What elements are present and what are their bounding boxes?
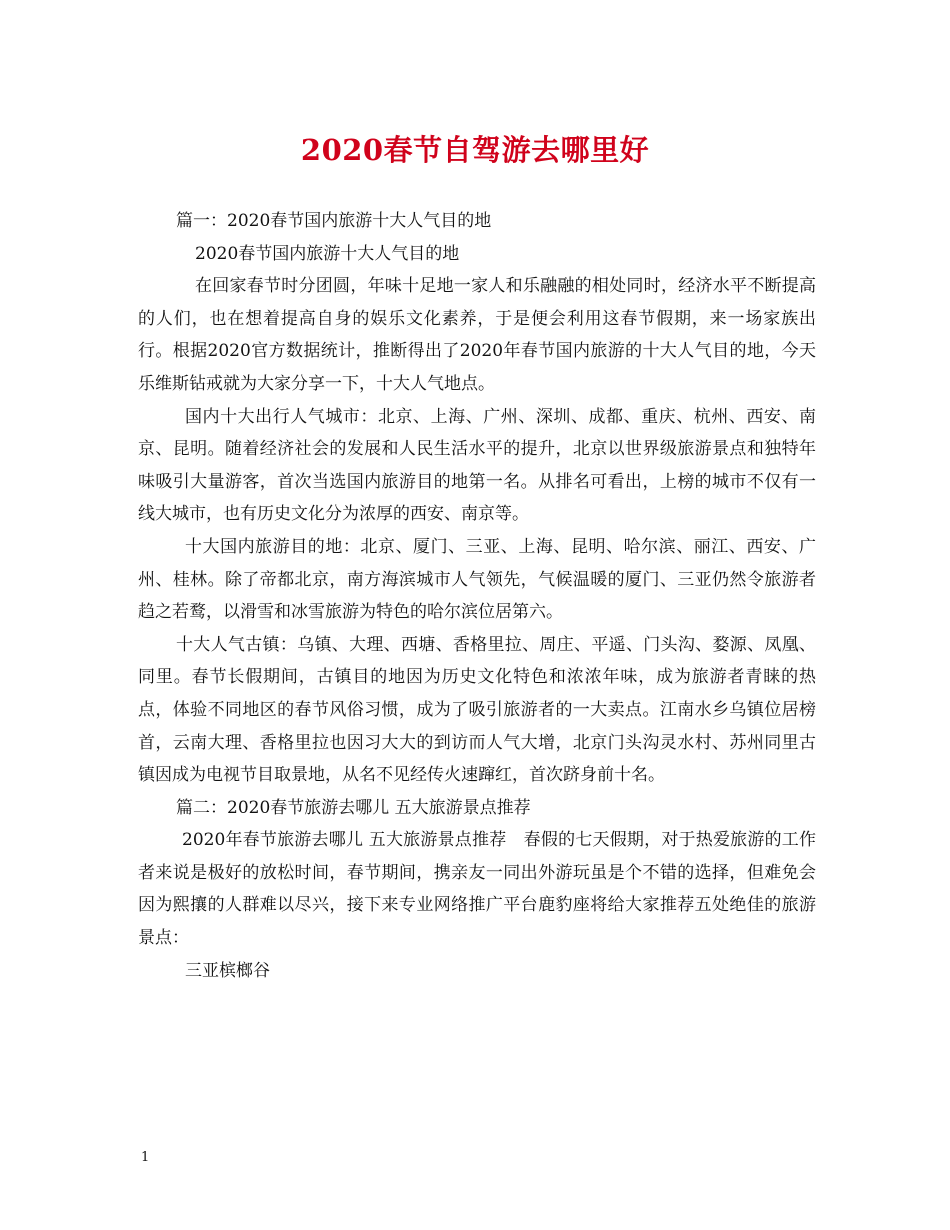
paragraph-ancient-towns: 十大人气古镇：乌镇、大理、西塘、香格里拉、周庄、平遥、门头沟、婺源、凤凰、同里。春节长假期间，古镇目的地因为历史文化特色和浓浓年味，成为旅游者青睐的热点，体验不同地区的春节风俗习惯，成为了吸引旅游者的一大卖点。江南水乡乌镇位居榜首，云南大理、香格里拉也因习大大的到访而人气大增，北京门头沟灵水村、苏州同里古镇因成为电视节目取景地，从名不见经传火速蹿红，首次跻身前十名。	[138, 634, 816, 786]
paragraph-destinations: 十大国内旅游目的地：北京、厦门、三亚、上海、昆明、哈尔滨、丽江、西安、广州、桂林。除了帝都北京，南方海滨城市人气领先，气候温暖的厦门、三亚仍然令旅游者趋之若鹜，以滑雪和冰雪旅游为特色的哈尔滨位居第六。	[138, 536, 816, 623]
section-heading-1: 篇一：2020春节国内旅游十大人气目的地	[176, 211, 492, 231]
subheading-1: 2020春节国内旅游十大人气目的地	[195, 243, 460, 264]
page-number: 1	[141, 1150, 150, 1165]
document-title: 2020春节自驾游去哪里好	[300, 133, 650, 167]
paragraph-recommendations: 2020年春节旅游去哪儿 五大旅游景点推荐 春假的七天假期，对于热爱旅游的工作者来说是极好的放松时间，春节期间，携亲友一同出外游玩虽是个不错的选择，但难免会因为熙攘的人群难以尽兴，接下来专业网络推广平台鹿豹座将给大家推荐五处绝佳的旅游景点：	[138, 830, 816, 949]
attraction-heading: 三亚槟榔谷	[185, 960, 270, 981]
paragraph-cities: 国内十大出行人气城市：北京、上海、广州、深圳、成都、重庆、杭州、西安、南京、昆明。随着经济社会的发展和人民生活水平的提升，北京以世界级旅游景点和独特年味吸引大量游客，首次当选国内旅游目的地第一名。从排名可看出，上榜的城市不仅有一线大城市，也有历史文化分为浓厚的西安、南京等。	[138, 406, 816, 525]
document-body	[138, 205, 816, 987]
section-heading-2: 篇二：2020春节旅游去哪儿 五大旅游景点推荐	[176, 797, 531, 818]
paragraph-intro: 在回家春节时分团圆，年味十足地一家人和乐融融的相处同时，经济水平不断提高的人们，也在想着提高自身的娱乐文化素养，于是便会利用这春节假期，来一场家族出行。根据2020官方数据统计，推断得出了2020年春节国内旅游的十大人气目的地，今天乐维斯钻戒就为大家分享一下，十大人气地点。	[138, 276, 816, 394]
